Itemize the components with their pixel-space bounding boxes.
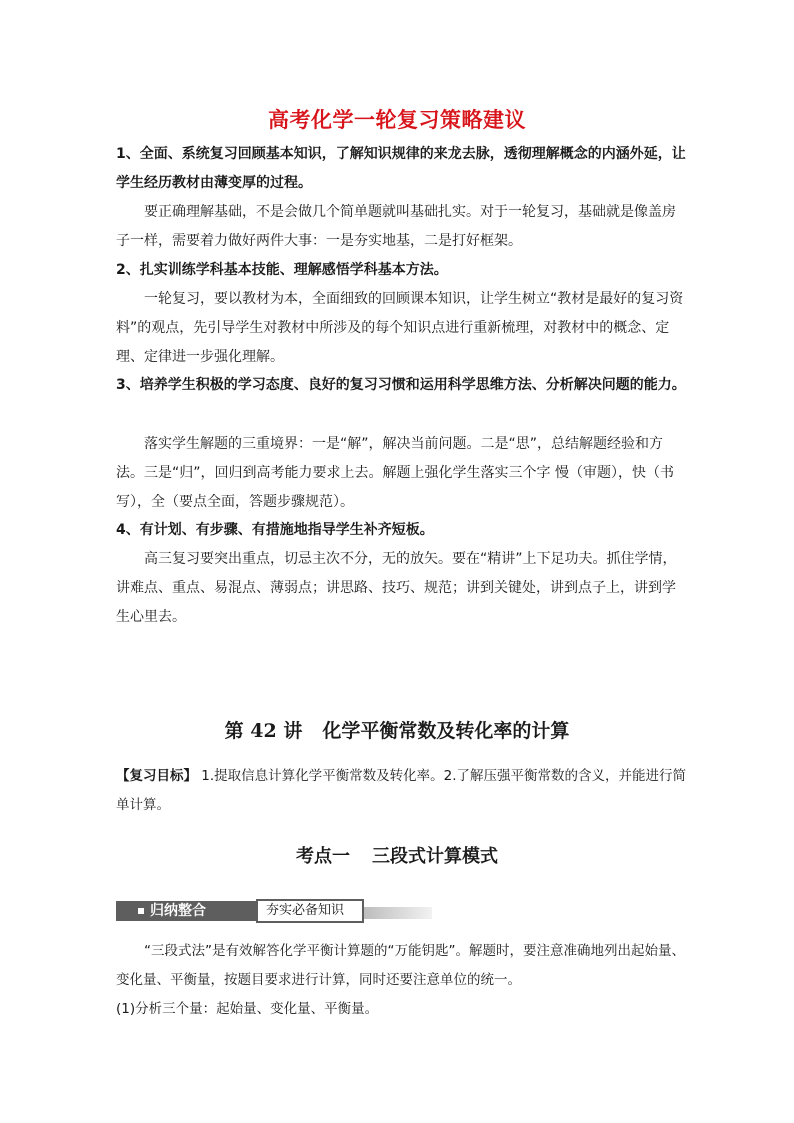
banner-fade-bar — [364, 907, 432, 919]
section-heading: 1、全面、系统复习回顾基本知识，了解知识规律的来龙去脉，透彻理解概念的内涵外延，让学生经历教材由薄变厚的过程。 — [116, 146, 686, 191]
summary-banner — [116, 899, 432, 923]
section-body: 落实学生解题的三重境界：一是“解”，解决当前问题。二是“思”，总结解题经验和方法。三是“归”，回归到高考能力要求上去。解题上强化学生落实三个字 慢（审题），快（书写），全（要点全面，答题步骤规范）。 — [116, 436, 674, 510]
review-goals-tag: 【复习目标】 — [116, 768, 197, 784]
strategy-section-3 — [116, 371, 686, 400]
section-heading: 2、扎实训练学科基本技能、理解感悟学科基本方法。 — [116, 262, 448, 278]
lecture-title — [0, 716, 794, 743]
topic-paragraph: (1)分析三个量：起始量、变化量、平衡量。 — [116, 1001, 379, 1017]
section-body: 一轮复习，要以教材为本，全面细致的回顾课本知识，让学生树立“教材是最好的复习资料”的观点，先引导学生对教材中所涉及的每个知识点进行重新梳理，对教材中的概念、定理、定律进一步强化理解。 — [116, 291, 684, 365]
section-heading: 3、培养学生积极的学习态度、良好的复习习惯和运用科学思维方法、分析解决问题的能力。 — [116, 377, 686, 393]
topic-body — [116, 937, 688, 1024]
banner-sub-label: 夯实必备知识 — [256, 899, 364, 923]
section-heading: 4、有计划、有步骤、有措施地指导学生补齐短板。 — [116, 522, 434, 538]
topic-number: 考点一 — [296, 846, 350, 867]
square-bullet-icon — [138, 908, 144, 914]
section-body: 高三复习要突出重点，切忌主次不分，无的放矢。要在“精讲”上下足功夫。抓住学情，讲难点、重点、易混点、薄弱点；讲思路、技巧、规范；讲到关键处，讲到点子上，讲到学生心里去。 — [116, 551, 677, 625]
topic-title — [0, 842, 794, 868]
document-title: 高考化学一轮复习策略建议 — [268, 108, 526, 132]
topic-paragraph: “三段式法”是有效解答化学平衡计算题的“万能钥匙”。解题时，要注意准确地列出起始量、变化量、平衡量，按题目要求进行计算，同时还要注意单位的统一。 — [116, 943, 685, 988]
banner-label: 归纳整合 — [150, 903, 206, 919]
strategy-section-4 — [116, 516, 686, 632]
strategy-section-3-body — [116, 430, 686, 517]
lecture-name: 化学平衡常数及转化率的计算 — [322, 720, 570, 742]
review-goals-text: 1.提取信息计算化学平衡常数及转化率。2.了解压强平衡常数的含义，并能进行简单计算。 — [116, 768, 687, 813]
topic-name: 三段式计算模式 — [372, 846, 498, 867]
review-goals — [116, 762, 688, 820]
banner-label-block — [116, 901, 256, 921]
lecture-number: 第 42 讲 — [224, 720, 303, 742]
section-body: 要正确理解基础，不是会做几个简单题就叫基础扎实。对于一轮复习，基础就是像盖房子一样，需要着力做好两件大事：一是夯实地基，二是打好框架。 — [116, 204, 676, 249]
strategy-section-2 — [116, 256, 686, 372]
strategy-section-1 — [116, 140, 686, 256]
